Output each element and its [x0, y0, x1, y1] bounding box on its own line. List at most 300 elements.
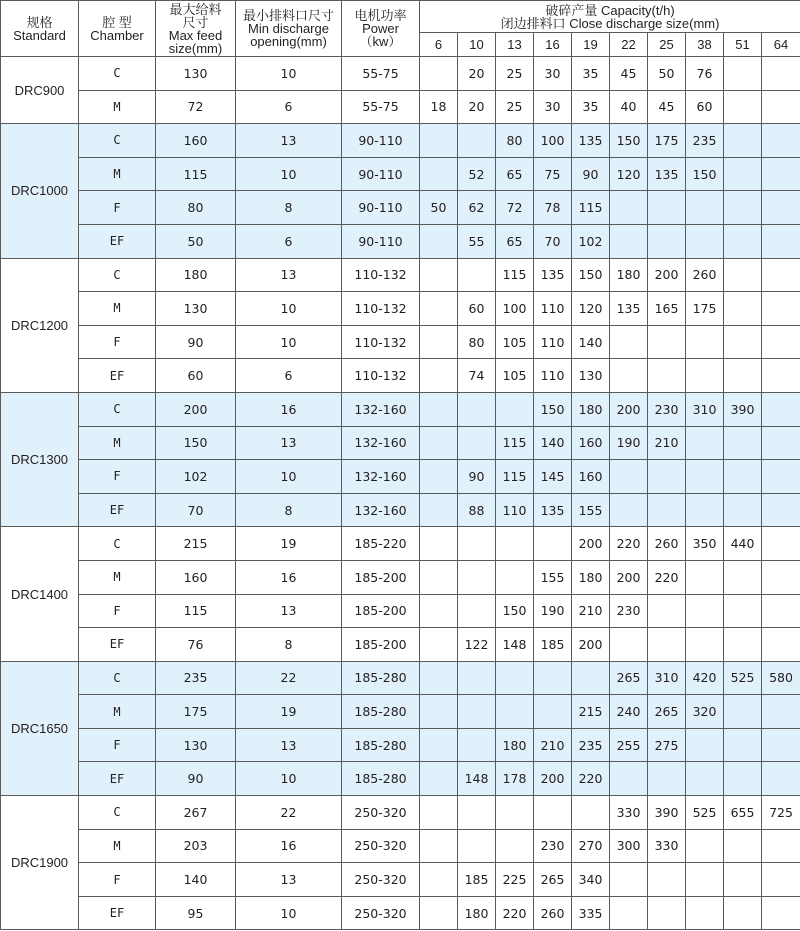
capacity-cell [610, 493, 648, 527]
capacity-cell: 150 [572, 258, 610, 292]
capacity-cell: 60 [686, 90, 724, 124]
capacity-cell [458, 124, 496, 158]
capacity-cell [762, 157, 800, 191]
chamber-cell: C [79, 527, 156, 561]
capacity-cell [724, 695, 762, 729]
capacity-cell: 115 [572, 191, 610, 225]
capacity-cell: 215 [572, 695, 610, 729]
model-cell: DRC1900 [1, 796, 79, 930]
chamber-cell: C [79, 124, 156, 158]
capacity-cell: 390 [648, 796, 686, 830]
chamber-cell: M [79, 426, 156, 460]
power-cell: 185-280 [342, 661, 420, 695]
table-row [1, 796, 800, 830]
capacity-cell [458, 796, 496, 830]
capacity-cell: 310 [686, 392, 724, 426]
capacity-cell [724, 90, 762, 124]
capacity-cell [724, 57, 762, 91]
capacity-cell [724, 157, 762, 191]
header-max-feed-en1: Max feed [168, 27, 223, 43]
capacity-cell [648, 896, 686, 930]
min-discharge-cell: 13 [236, 258, 342, 292]
chamber-cell: EF [79, 628, 156, 662]
capacity-cell [420, 392, 458, 426]
min-discharge-cell: 10 [236, 292, 342, 326]
capacity-cell [534, 695, 572, 729]
capacity-cell: 145 [534, 460, 572, 494]
capacity-cell [496, 829, 534, 863]
table-row [1, 527, 800, 561]
capacity-cell [458, 829, 496, 863]
capacity-cell: 18 [420, 90, 458, 124]
power-cell: 185-220 [342, 527, 420, 561]
capacity-cell: 150 [496, 594, 534, 628]
capacity-cell: 100 [496, 292, 534, 326]
table-row [1, 628, 800, 662]
capacity-cell: 110 [534, 359, 572, 393]
capacity-cell: 155 [534, 560, 572, 594]
capacity-cell [762, 392, 800, 426]
capacity-cell: 320 [686, 695, 724, 729]
feed-cell: 115 [156, 157, 236, 191]
capacity-cell [724, 594, 762, 628]
capacity-cell [686, 628, 724, 662]
capacity-cell: 110 [534, 292, 572, 326]
capacity-cell: 135 [572, 124, 610, 158]
min-discharge-cell: 22 [236, 661, 342, 695]
power-cell: 90-110 [342, 157, 420, 191]
capacity-cell [496, 392, 534, 426]
capacity-cell [648, 224, 686, 258]
capacity-cell: 115 [496, 426, 534, 460]
power-cell: 185-200 [342, 594, 420, 628]
capacity-cell [420, 292, 458, 326]
feed-cell: 95 [156, 896, 236, 930]
chamber-cell: EF [79, 224, 156, 258]
header-size-cell: 10 [458, 33, 496, 57]
table-row [1, 359, 800, 393]
header-capacity-line1: 破碎产量 Capacity(t/h) [545, 2, 675, 18]
table-row [1, 695, 800, 729]
capacity-cell [686, 762, 724, 796]
header-min-discharge-cn: 最小排料口尺寸 [242, 8, 334, 23]
capacity-cell [762, 191, 800, 225]
header-size-cell: 25 [648, 33, 686, 57]
capacity-cell: 180 [458, 896, 496, 930]
header-min-discharge-en2: opening(mm) [250, 34, 327, 49]
capacity-cell: 90 [458, 460, 496, 494]
min-discharge-cell: 13 [236, 124, 342, 158]
capacity-cell [686, 224, 724, 258]
capacity-cell: 35 [572, 57, 610, 91]
capacity-cell [534, 527, 572, 561]
capacity-cell: 350 [686, 527, 724, 561]
capacity-cell: 180 [572, 560, 610, 594]
min-discharge-cell: 8 [236, 191, 342, 225]
chamber-cell: M [79, 90, 156, 124]
capacity-cell: 115 [496, 460, 534, 494]
chamber-cell: EF [79, 359, 156, 393]
chamber-cell: M [79, 695, 156, 729]
capacity-cell: 75 [534, 157, 572, 191]
capacity-cell: 265 [648, 695, 686, 729]
capacity-cell [724, 863, 762, 897]
min-discharge-cell: 6 [236, 224, 342, 258]
chamber-cell: M [79, 560, 156, 594]
model-cell: DRC1300 [1, 392, 79, 526]
feed-cell: 102 [156, 460, 236, 494]
capacity-cell [420, 560, 458, 594]
capacity-cell [762, 426, 800, 460]
capacity-cell: 148 [458, 762, 496, 796]
header-max-feed-cn2: 尺寸 [182, 14, 209, 30]
feed-cell: 267 [156, 796, 236, 830]
capacity-cell: 120 [572, 292, 610, 326]
header-capacity [420, 1, 800, 33]
capacity-cell: 45 [610, 57, 648, 91]
capacity-cell: 52 [458, 157, 496, 191]
capacity-cell: 135 [648, 157, 686, 191]
capacity-cell [534, 661, 572, 695]
model-cell: DRC1000 [1, 124, 79, 258]
capacity-cell [762, 292, 800, 326]
capacity-cell [610, 460, 648, 494]
header-size-cell: 6 [420, 33, 458, 57]
capacity-cell: 265 [610, 661, 648, 695]
capacity-cell [496, 661, 534, 695]
table-row [1, 124, 800, 158]
table-row [1, 325, 800, 359]
table-row [1, 292, 800, 326]
power-cell: 250-320 [342, 896, 420, 930]
header-standard-en: Standard [13, 27, 66, 43]
capacity-cell [458, 392, 496, 426]
feed-cell: 203 [156, 829, 236, 863]
capacity-cell [724, 258, 762, 292]
power-cell: 90-110 [342, 224, 420, 258]
capacity-cell [610, 325, 648, 359]
capacity-cell [762, 57, 800, 91]
capacity-cell: 260 [534, 896, 572, 930]
capacity-cell: 140 [572, 325, 610, 359]
capacity-cell: 135 [534, 258, 572, 292]
capacity-cell: 105 [496, 325, 534, 359]
capacity-cell [458, 594, 496, 628]
capacity-cell: 50 [420, 191, 458, 225]
feed-cell: 130 [156, 292, 236, 326]
capacity-cell: 122 [458, 628, 496, 662]
power-cell: 185-280 [342, 695, 420, 729]
chamber-cell: F [79, 191, 156, 225]
capacity-cell: 220 [572, 762, 610, 796]
capacity-cell: 330 [610, 796, 648, 830]
capacity-cell [762, 527, 800, 561]
capacity-cell: 340 [572, 863, 610, 897]
capacity-cell [686, 426, 724, 460]
header-size-cell: 51 [724, 33, 762, 57]
capacity-cell [724, 762, 762, 796]
capacity-cell [762, 124, 800, 158]
capacity-cell [458, 258, 496, 292]
capacity-cell [724, 493, 762, 527]
chamber-cell: F [79, 863, 156, 897]
capacity-cell: 102 [572, 224, 610, 258]
capacity-cell [458, 695, 496, 729]
chamber-cell: C [79, 392, 156, 426]
power-cell: 110-132 [342, 292, 420, 326]
feed-cell: 80 [156, 191, 236, 225]
min-discharge-cell: 10 [236, 325, 342, 359]
min-discharge-cell: 19 [236, 695, 342, 729]
capacity-cell: 20 [458, 90, 496, 124]
power-cell: 55-75 [342, 57, 420, 91]
capacity-cell [420, 628, 458, 662]
feed-cell: 200 [156, 392, 236, 426]
capacity-cell: 55 [458, 224, 496, 258]
capacity-cell: 270 [572, 829, 610, 863]
header-capacity-line2: 闭边排料口 Close discharge size(mm) [500, 15, 720, 31]
capacity-cell: 65 [496, 224, 534, 258]
min-discharge-cell: 10 [236, 460, 342, 494]
table-row [1, 224, 800, 258]
capacity-cell [762, 762, 800, 796]
capacity-cell [686, 191, 724, 225]
capacity-cell: 110 [534, 325, 572, 359]
min-discharge-cell: 13 [236, 728, 342, 762]
min-discharge-cell: 6 [236, 359, 342, 393]
capacity-cell: 78 [534, 191, 572, 225]
capacity-cell: 150 [534, 392, 572, 426]
capacity-cell [572, 661, 610, 695]
capacity-cell [762, 493, 800, 527]
capacity-cell: 300 [610, 829, 648, 863]
capacity-cell [496, 796, 534, 830]
capacity-cell [420, 325, 458, 359]
capacity-cell: 220 [496, 896, 534, 930]
table-row [1, 460, 800, 494]
capacity-cell: 20 [458, 57, 496, 91]
capacity-cell: 100 [534, 124, 572, 158]
capacity-cell: 220 [610, 527, 648, 561]
table-row [1, 594, 800, 628]
capacity-cell: 74 [458, 359, 496, 393]
capacity-cell: 335 [572, 896, 610, 930]
capacity-cell [420, 57, 458, 91]
capacity-cell: 80 [458, 325, 496, 359]
capacity-cell [724, 829, 762, 863]
capacity-cell [686, 594, 724, 628]
capacity-cell [724, 628, 762, 662]
header-chamber [79, 1, 156, 57]
capacity-cell [724, 896, 762, 930]
capacity-cell [686, 493, 724, 527]
chamber-cell: EF [79, 493, 156, 527]
power-cell: 90-110 [342, 124, 420, 158]
capacity-cell: 25 [496, 57, 534, 91]
capacity-cell: 35 [572, 90, 610, 124]
capacity-cell [420, 157, 458, 191]
capacity-cell: 235 [572, 728, 610, 762]
power-cell: 90-110 [342, 191, 420, 225]
capacity-cell: 200 [572, 628, 610, 662]
feed-cell: 160 [156, 560, 236, 594]
capacity-cell [724, 191, 762, 225]
capacity-cell [762, 460, 800, 494]
capacity-cell [458, 426, 496, 460]
capacity-cell: 220 [648, 560, 686, 594]
capacity-cell: 165 [648, 292, 686, 326]
capacity-cell [762, 728, 800, 762]
capacity-cell: 310 [648, 661, 686, 695]
capacity-cell: 135 [610, 292, 648, 326]
capacity-cell: 190 [534, 594, 572, 628]
capacity-cell [534, 796, 572, 830]
capacity-cell [762, 829, 800, 863]
capacity-cell [420, 896, 458, 930]
capacity-cell: 178 [496, 762, 534, 796]
min-discharge-cell: 16 [236, 560, 342, 594]
feed-cell: 215 [156, 527, 236, 561]
capacity-cell [420, 258, 458, 292]
capacity-cell [420, 527, 458, 561]
header-power [342, 1, 420, 57]
capacity-cell [648, 762, 686, 796]
chamber-cell: M [79, 829, 156, 863]
capacity-cell: 440 [724, 527, 762, 561]
header-power-en: Power [362, 21, 399, 36]
capacity-cell: 230 [610, 594, 648, 628]
capacity-cell [648, 359, 686, 393]
capacity-cell [610, 628, 648, 662]
chamber-cell: M [79, 292, 156, 326]
power-cell: 132-160 [342, 426, 420, 460]
capacity-cell [496, 560, 534, 594]
capacity-cell [420, 796, 458, 830]
capacity-cell: 155 [572, 493, 610, 527]
power-cell: 110-132 [342, 359, 420, 393]
capacity-cell [420, 493, 458, 527]
capacity-cell [762, 224, 800, 258]
capacity-cell [686, 359, 724, 393]
capacity-cell [420, 829, 458, 863]
power-cell: 132-160 [342, 493, 420, 527]
capacity-cell: 25 [496, 90, 534, 124]
capacity-cell: 725 [762, 796, 800, 830]
capacity-cell [648, 460, 686, 494]
capacity-cell: 265 [534, 863, 572, 897]
capacity-cell: 40 [610, 90, 648, 124]
feed-cell: 235 [156, 661, 236, 695]
header-standard [1, 1, 79, 57]
capacity-cell: 175 [686, 292, 724, 326]
capacity-cell: 230 [534, 829, 572, 863]
capacity-cell [458, 728, 496, 762]
capacity-cell [762, 594, 800, 628]
min-discharge-cell: 10 [236, 762, 342, 796]
min-discharge-cell: 22 [236, 796, 342, 830]
capacity-cell: 130 [572, 359, 610, 393]
table-row [1, 426, 800, 460]
feed-cell: 150 [156, 426, 236, 460]
feed-cell: 60 [156, 359, 236, 393]
capacity-cell [648, 863, 686, 897]
capacity-cell [610, 896, 648, 930]
capacity-cell [458, 661, 496, 695]
table-row [1, 829, 800, 863]
capacity-cell [724, 224, 762, 258]
feed-cell: 115 [156, 594, 236, 628]
table-row [1, 762, 800, 796]
table-row [1, 560, 800, 594]
capacity-cell [420, 426, 458, 460]
capacity-cell [686, 728, 724, 762]
header-max-feed-cn1: 最大给料 [169, 1, 222, 17]
capacity-cell: 390 [724, 392, 762, 426]
capacity-cell [610, 863, 648, 897]
feed-cell: 130 [156, 57, 236, 91]
feed-cell: 90 [156, 762, 236, 796]
capacity-cell: 655 [724, 796, 762, 830]
power-cell: 110-132 [342, 325, 420, 359]
capacity-cell [572, 796, 610, 830]
power-cell: 185-200 [342, 628, 420, 662]
capacity-cell [610, 762, 648, 796]
capacity-cell: 150 [610, 124, 648, 158]
capacity-cell [762, 325, 800, 359]
power-cell: 110-132 [342, 258, 420, 292]
power-cell: 185-200 [342, 560, 420, 594]
capacity-cell: 76 [686, 57, 724, 91]
capacity-cell: 120 [610, 157, 648, 191]
capacity-cell: 180 [572, 392, 610, 426]
capacity-cell: 210 [572, 594, 610, 628]
capacity-cell [724, 124, 762, 158]
capacity-cell [420, 661, 458, 695]
capacity-cell [610, 191, 648, 225]
capacity-cell [762, 560, 800, 594]
capacity-cell: 185 [458, 863, 496, 897]
power-cell: 132-160 [342, 460, 420, 494]
capacity-cell [762, 628, 800, 662]
capacity-cell: 62 [458, 191, 496, 225]
capacity-cell: 65 [496, 157, 534, 191]
capacity-cell: 200 [534, 762, 572, 796]
feed-cell: 50 [156, 224, 236, 258]
capacity-cell [762, 90, 800, 124]
capacity-cell [762, 863, 800, 897]
min-discharge-cell: 13 [236, 863, 342, 897]
min-discharge-cell: 10 [236, 896, 342, 930]
table-row [1, 896, 800, 930]
header-max-feed-en2: size(mm) [168, 40, 223, 56]
capacity-cell [648, 493, 686, 527]
capacity-cell [420, 124, 458, 158]
chamber-cell: EF [79, 762, 156, 796]
capacity-cell [420, 359, 458, 393]
feed-cell: 72 [156, 90, 236, 124]
model-cell: DRC900 [1, 57, 79, 124]
table-row [1, 392, 800, 426]
capacity-cell [686, 560, 724, 594]
model-cell: DRC1650 [1, 661, 79, 795]
power-cell: 132-160 [342, 392, 420, 426]
capacity-cell: 30 [534, 90, 572, 124]
chamber-cell: F [79, 325, 156, 359]
capacity-cell [686, 325, 724, 359]
capacity-cell [724, 325, 762, 359]
header-max-feed [156, 1, 236, 57]
capacity-cell [420, 695, 458, 729]
